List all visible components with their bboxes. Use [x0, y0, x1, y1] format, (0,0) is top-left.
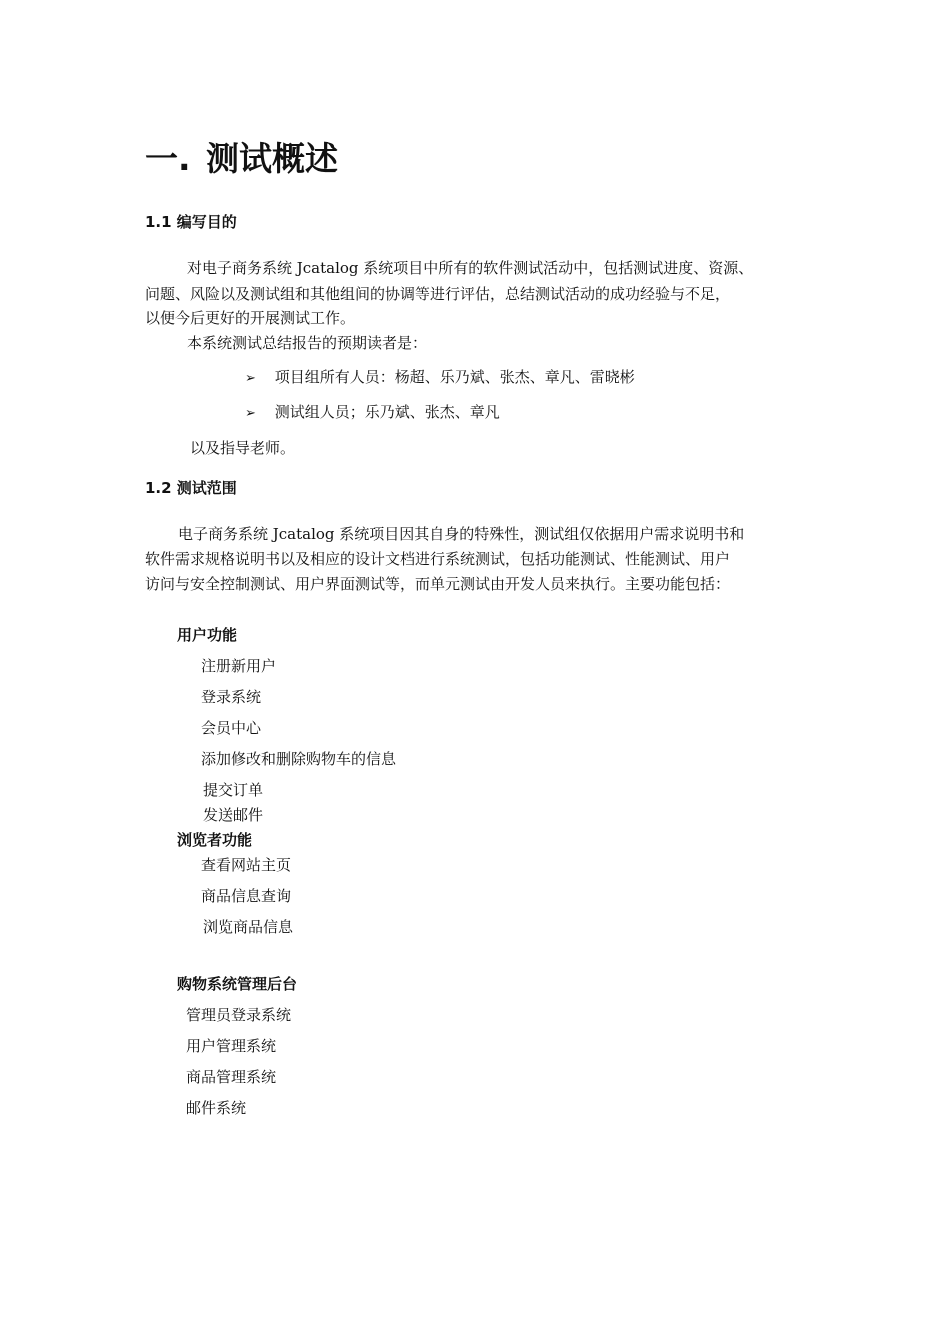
arrow-bullet-icon: ➢ [245, 371, 256, 386]
purpose-paragraph-line-2: 问题、风险以及测试组和其他组间的协调等进行评估，总结测试活动的成功经验与不足， [145, 285, 731, 303]
function-item: 添加修改和删除购物车的信息 [201, 750, 397, 768]
section-number: 一. [145, 139, 191, 178]
function-group-title: 浏览者功能 [177, 831, 253, 849]
scope-paragraph-line-3: 访问与安全控制测试、用户界面测试等，而单元测试由开发人员来执行。主要功能包括： [145, 575, 731, 593]
function-item: 用户管理系统 [186, 1037, 277, 1055]
scope-paragraph-line-2: 软件需求规格说明书以及相应的设计文档进行系统测试，包括功能测试、性能测试、用户 [145, 550, 731, 568]
reader-bullet [245, 401, 500, 422]
function-item: 邮件系统 [186, 1099, 247, 1117]
readers-closing: 以及指导老师。 [190, 439, 296, 457]
function-item: 商品信息查询 [201, 887, 292, 905]
arrow-bullet-icon: ➢ [245, 406, 256, 421]
function-item: 管理员登录系统 [186, 1006, 292, 1024]
subsection-heading-1-2: 1.2 测试范围 [145, 479, 237, 497]
purpose-paragraph-line-3: 以便今后更好的开展测试工作。 [145, 309, 356, 327]
readers-intro: 本系统测试总结报告的预期读者是： [187, 334, 428, 352]
function-item: 发送邮件 [203, 806, 264, 824]
section-title: 测试概述 [206, 139, 339, 178]
function-item: 提交订单 [203, 781, 264, 799]
subsection-heading-1-1: 1.1 编写目的 [145, 213, 237, 231]
function-item: 会员中心 [201, 719, 262, 737]
reader-bullet [245, 366, 635, 387]
scope-paragraph-line-1: 电子商务系统 Jcatalog 系统项目因其自身的特殊性，测试组仅依据用户需求说明书和 [178, 525, 745, 543]
purpose-paragraph-line-1: 对电子商务系统 Jcatalog 系统项目中所有的软件测试活动中，包括测试进度、资源、 [187, 259, 754, 277]
function-item: 查看网站主页 [201, 856, 292, 874]
function-item: 登录系统 [201, 688, 262, 706]
function-item: 浏览商品信息 [203, 918, 294, 936]
function-group-title: 购物系统管理后台 [177, 975, 298, 993]
function-item: 商品管理系统 [186, 1068, 277, 1086]
section-heading [145, 133, 338, 180]
reader-bullet-text: 测试组人员；乐乃斌、张杰、章凡 [274, 403, 500, 421]
function-item: 注册新用户 [201, 657, 277, 675]
function-group-title: 用户功能 [177, 626, 238, 644]
reader-bullet-text: 项目组所有人员：杨超、乐乃斌、张杰、章凡、雷晓彬 [274, 368, 635, 386]
